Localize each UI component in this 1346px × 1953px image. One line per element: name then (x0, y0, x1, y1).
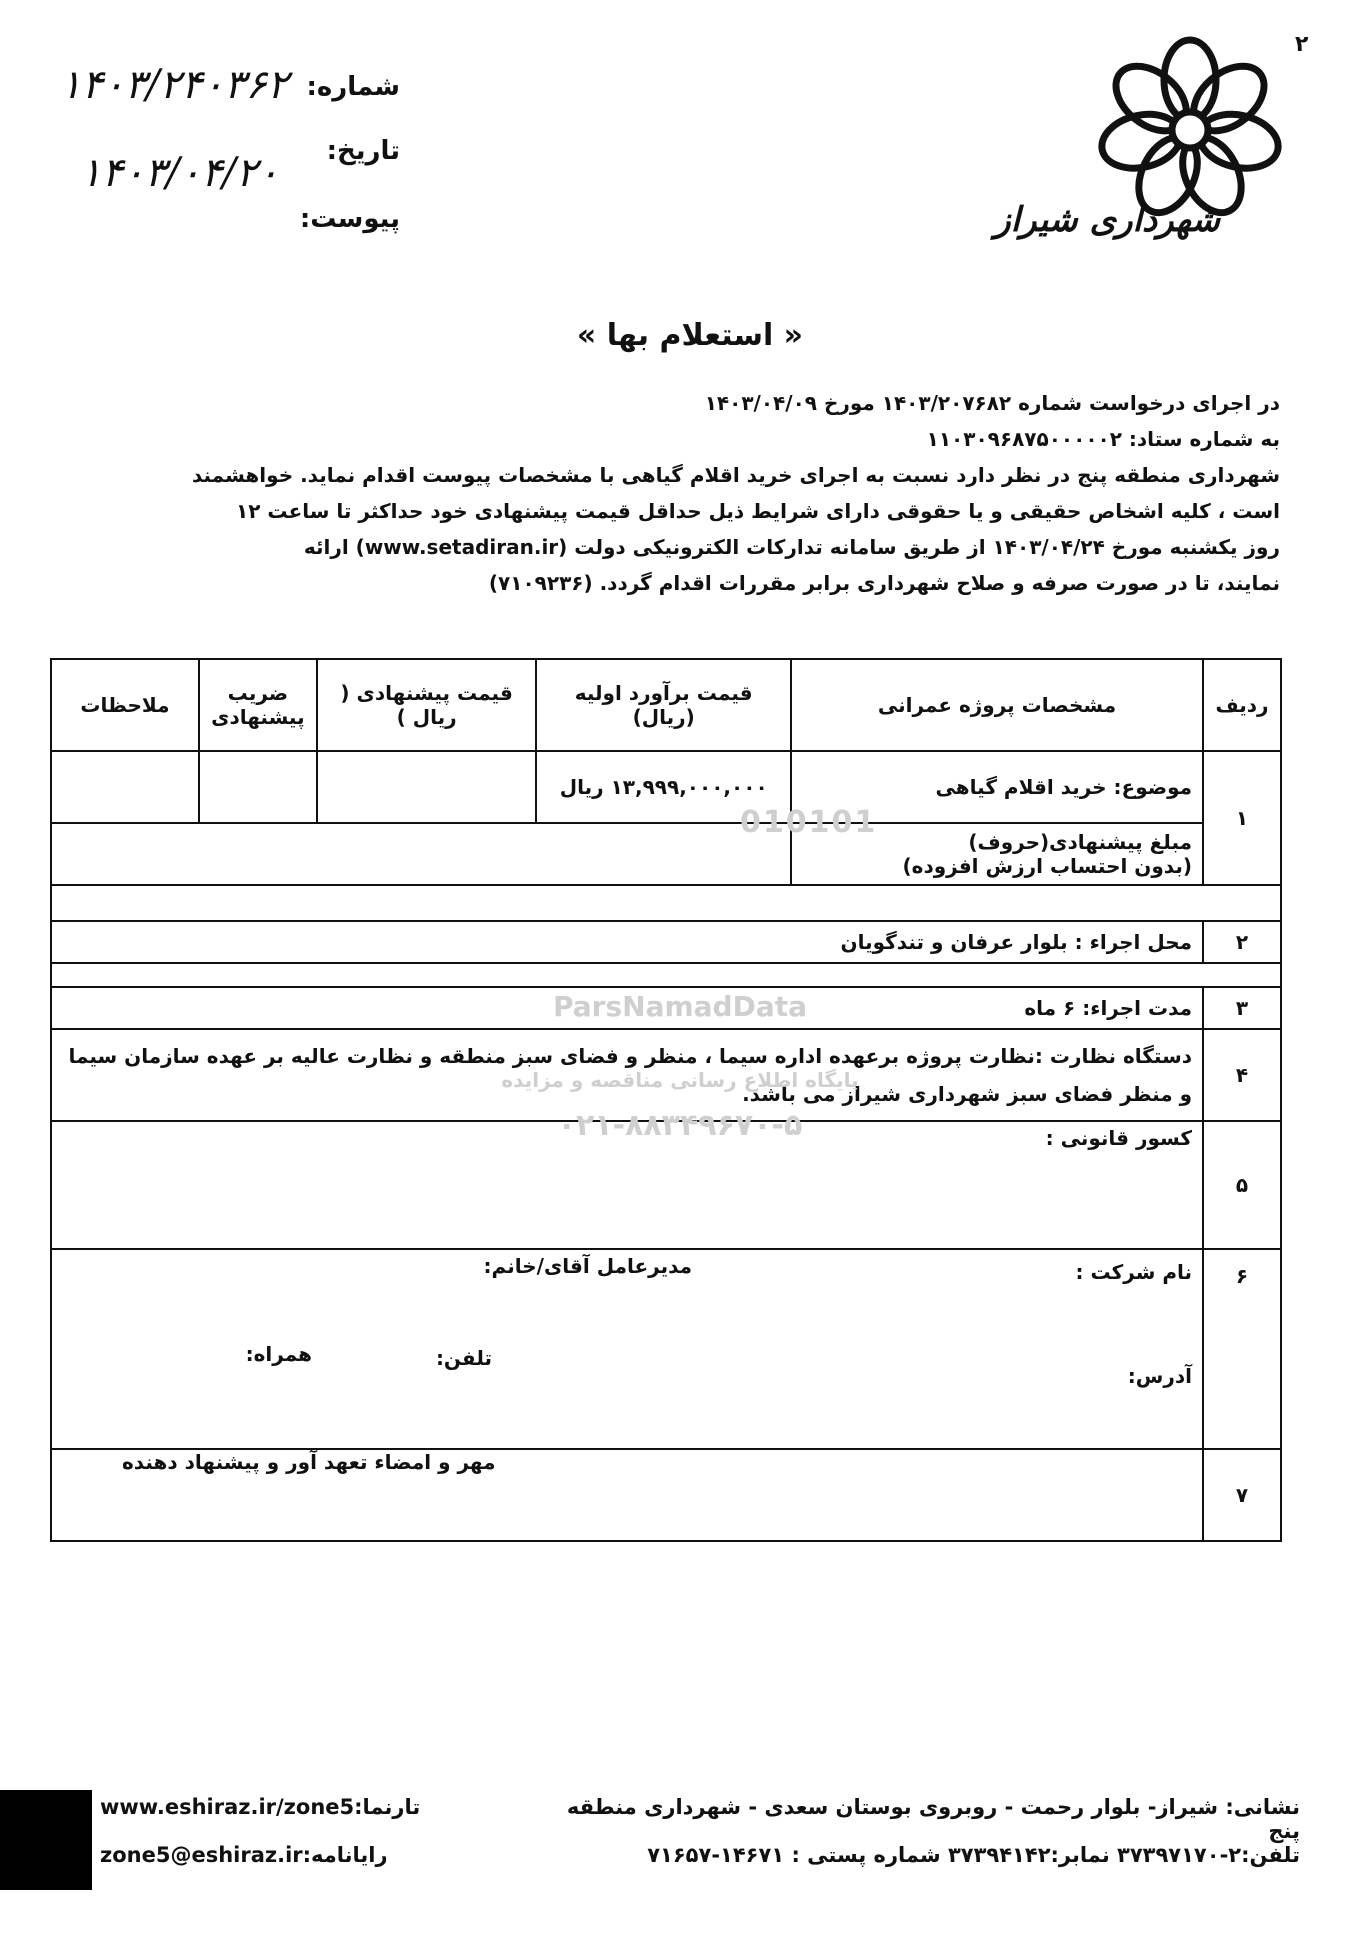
table-header-row (51, 659, 1281, 751)
proposed-price-cell[interactable] (317, 751, 537, 823)
page-title: « استعلام بها » (576, 318, 804, 353)
mobile-label: همراه: (245, 1342, 313, 1366)
header-specs: مشخصات پروژه عمرانی (791, 659, 1203, 751)
price-inquiry-table (50, 658, 1282, 1542)
row-number: ۴ (1203, 1029, 1281, 1121)
signature-label: مهر و امضاء تعهد آور و پیشنهاد دهنده (122, 1450, 496, 1474)
row-number: ۷ (1203, 1449, 1281, 1541)
watermark-caption: پایگاه اطلاع رسانی مناقصه و مزایده (501, 1068, 859, 1092)
address-label: آدرس: (1127, 1364, 1193, 1388)
row-estimate: ۱۳,۹۹۹,۰۰۰,۰۰۰ ریال (536, 751, 791, 823)
amount-in-words-a: مبلغ پیشنهادی(حروف) (968, 830, 1193, 854)
intro-line-4: است ، کلیه اشخاص حقیقی و یا حقوقی دارای شرایط ذیل حداقل قیمت پیشنهادی خود حداکثر تا ساعت ۱۲ (236, 499, 1280, 523)
company-info-cell (51, 1249, 1203, 1449)
table-row (51, 1449, 1281, 1541)
watermark-digits: 010101 (740, 805, 878, 840)
row-number: ۱ (1203, 751, 1281, 885)
row-number: ۶ (1203, 1249, 1281, 1449)
date-value: ۱۴۰۳/۰۴/۲۰ (80, 150, 279, 196)
intro-line-1: در اجرای درخواست شماره ۱۴۰۳/۲۰۷۶۸۲ مورخ ۱۴۰۳/۰۴/۰۹ (704, 391, 1280, 415)
intro-paragraph (60, 385, 1280, 601)
watermark-phone: ۰۲۱-۸۸۳۴۹۶۷۰-۵ (557, 1108, 803, 1143)
intro-line-3: شهرداری منطقه پنج در نظر دارد نسبت به اجرای خرید اقلام گیاهی با مشخصات پیوست اقدام نماید. خواهشمند (191, 463, 1280, 487)
table-row (51, 885, 1281, 921)
footer-email[interactable]: zone5@eshiraz.ir:رایانامه (100, 1843, 388, 1867)
intro-line-5: روز یکشنبه مورخ ۱۴۰۳/۰۴/۲۴ از طریق سامانه تدارکات الکترونیکی دولت (www.setadiran.ir) ارائه (303, 535, 1280, 559)
header-coefficient: ضریب پیشنهادی (199, 659, 317, 751)
number-value: ۱۴۰۳/۲۴۰۳۶۲ (60, 62, 289, 108)
attachment-label: پیوست: (299, 204, 400, 234)
footer-phones: تلفن:۲-۳۷۳۹۷۱۷۰ نمابر:۳۷۳۹۴۱۴۲ شماره پستی : ۱۴۶۷۱-۷۱۶۵۷ (647, 1843, 1300, 1867)
watermark-brand: ParsNamadData (553, 990, 807, 1023)
number-label: شماره: (306, 72, 400, 102)
footer-website[interactable]: www.eshiraz.ir/zone5:تارنما (100, 1795, 421, 1819)
row-number: ۲ (1203, 921, 1281, 963)
header-estimate: قیمت برآورد اولیه (ریال) (536, 659, 791, 751)
date-label: تاریخ: (326, 136, 400, 166)
coefficient-cell[interactable] (199, 751, 317, 823)
intro-line-2: به شماره ستاد: ۱۱۰۳۰۹۶۸۷۵۰۰۰۰۰۲ (926, 427, 1280, 451)
table-row (51, 963, 1281, 987)
logo-text: شهرداری شیراز (994, 200, 1220, 240)
row-number: ۳ (1203, 987, 1281, 1029)
header-row-number: ردیف (1203, 659, 1281, 751)
supervision-text: دستگاه نظارت :نظارت پروژه برعهده اداره سیما ، منظر و فضای سبز منطقه و نظارت عالیه بر عهده سازمان سیما و منظر فضای سبز شهرداری شیراز می باشد. (51, 1029, 1203, 1121)
amount-in-words-field[interactable] (51, 823, 791, 885)
company-name-label: نام شرکت : (1075, 1260, 1193, 1284)
header-notes: ملاحظات (51, 659, 199, 751)
signature-cell (51, 1449, 1203, 1541)
spacer-cell (51, 963, 1281, 987)
spacer-cell (51, 885, 1281, 921)
amount-in-words-b: (بدون احتساب ارزش افزوده) (902, 854, 1193, 878)
legal-deductions: کسور قانونی : (51, 1121, 1203, 1249)
table-row (51, 751, 1281, 823)
table-row (51, 921, 1281, 963)
intro-line-6: نمایند، تا در صورت صرفه و صلاح شهرداری برابر مقررات اقدام گردد. (۷۱۰۹۲۳۶) (488, 571, 1280, 595)
page-mark: ۲ (1295, 32, 1309, 57)
row-subject: موضوع: خرید اقلام گیاهی (791, 751, 1203, 823)
table-row (51, 1249, 1281, 1449)
header-proposed-price: قیمت پیشنهادی ( ریال ) (317, 659, 537, 751)
black-margin-block (0, 1790, 92, 1890)
table-row (51, 823, 1281, 885)
footer-address: نشانی: شیراز- بلوار رحمت - روبروی بوستان سعدی - شهرداری منطقه پنج (566, 1795, 1300, 1843)
execution-location: محل اجراء : بلوار عرفان و تندگویان (51, 921, 1203, 963)
notes-cell[interactable] (51, 751, 199, 823)
row-number: ۵ (1203, 1121, 1281, 1249)
execution-duration: مدت اجراء: ۶ ماه (51, 987, 1203, 1029)
manager-label: مدیرعامل آقای/خانم: (483, 1254, 693, 1278)
phone-label: تلفن: (435, 1346, 493, 1370)
